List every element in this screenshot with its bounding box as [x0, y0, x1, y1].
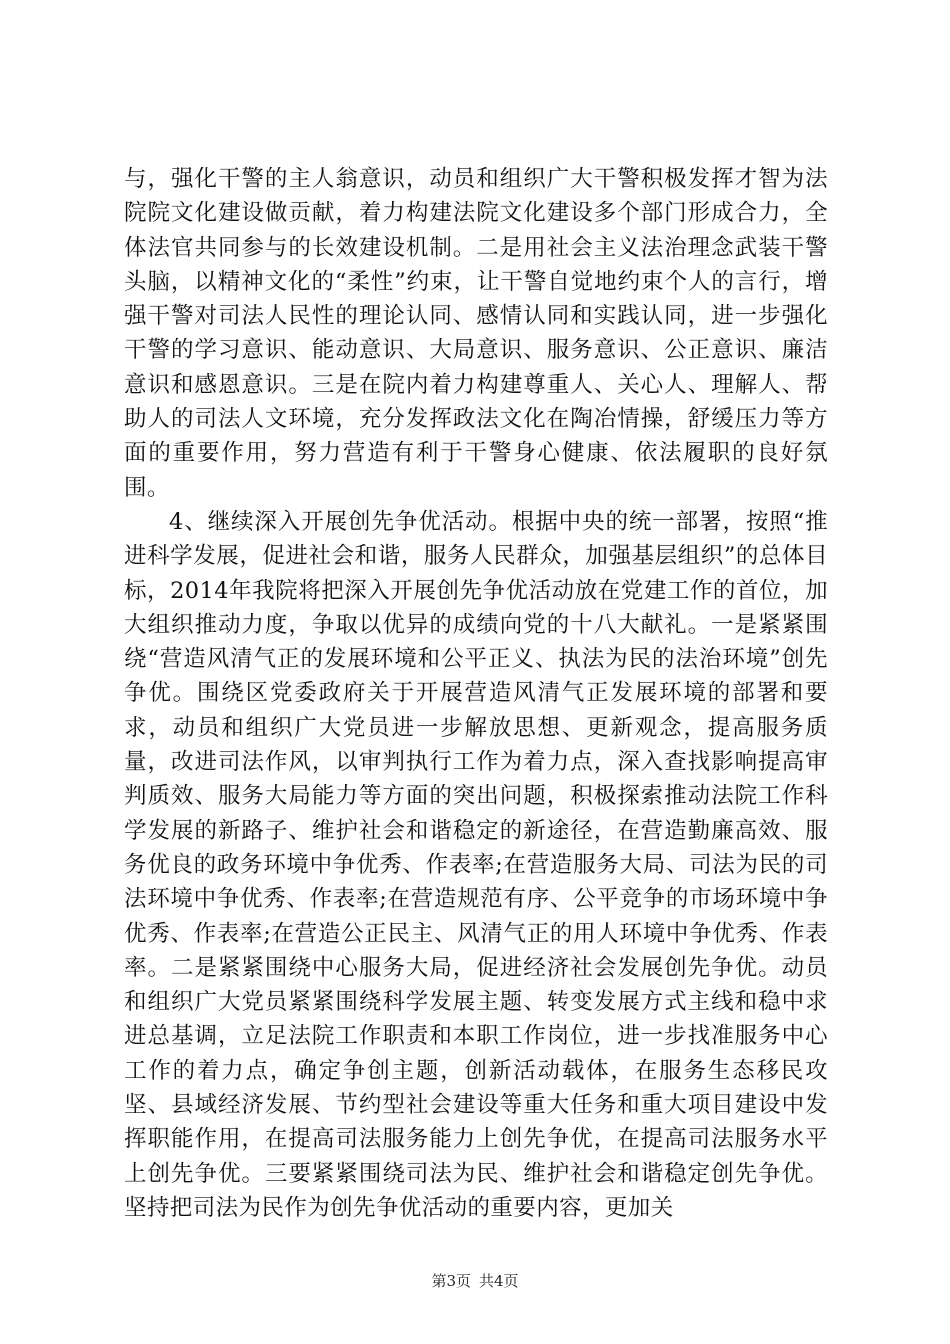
paragraph-section-4: 4、继续深入开展创先争优活动。根据中央的统一部署，按照“推进科学发展，促进社会和谐，服务人民群众，加强基层组织”的总体目标，2014年我院将把深入开展创先争优活动放在党建工作的首位，加大组织推动力度，争取以优异的成绩向党的十八大献礼。一是紧紧围绕“营造风清气正的发展环境和公平正义、执法为民的法治环境”创先争优。围绕区党委政府关于开展营造风清气正发展环境的部署和要求，动员和组织广大党员进一步解放思想、更新观念，提高服务质量，改进司法作风，以审判执行工作为着力点，深入查找影响提高审判质效、服务大局能力等方面的突出问题，积极探索推动法院工作科学发展的新路子、维护社会和谐稳定的新途径，在营造勤廉高效、服务优良的政务环境中争优秀、作表率;在营造服务大局、司法为民的司法环境中争优秀、作表率;在营造规范有序、公平竞争的市场环境中争优秀、作表率;在营造公正民主、风清气正的用人环境中争优秀、作表率。二是紧紧围绕中心服务大局，促进经济社会发展创先争优。动员和组织广大党员紧紧围绕科学发展主题、转变发展方式主线和稳中求进总基调，立足法院工作职责和本职工作岗位，进一步找准服务中心工作的着力点，确定争创主题，创新活动载体，在服务生态移民攻坚、县域经济发展、节约型社会建设等重大任务和重大项目建设中发挥职能作用，在提高司法服务能力上创先争优，在提高司法服务水平上创先争优。三要紧紧围绕司法为民、维护社会和谐稳定创先争优。坚持把司法为民作为创先争优活动的重要内容，更加关	[124, 508, 828, 1221]
page-total: 共4页	[479, 1272, 519, 1290]
page-footer	[0, 1271, 950, 1291]
page-number: 第3页	[431, 1272, 471, 1290]
document-body	[124, 162, 828, 1225]
paragraph-continuation: 与，强化干警的主人翁意识，动员和组织广大干警积极发挥才智为法院院文化建设做贡献，着力构建法院文化建设多个部门形成合力，全体法官共同参与的长效建设机制。二是用社会主义法治理念武装干警头脑，以精神文化的“柔性”约束，让干警自觉地约束个人的言行，增强干警对司法人民性的理论认同、感情认同和实践认同，进一步强化干警的学习意识、能动意识、大局意识、服务意识、公正意识、廉洁意识和感恩意识。三是在院内着力构建尊重人、关心人、理解人、帮助人的司法人文环境，充分发挥政法文化在陶冶情操，舒缓压力等方面的重要作用，努力营造有利于干警身心健康、依法履职的良好氛围。	[124, 166, 828, 501]
